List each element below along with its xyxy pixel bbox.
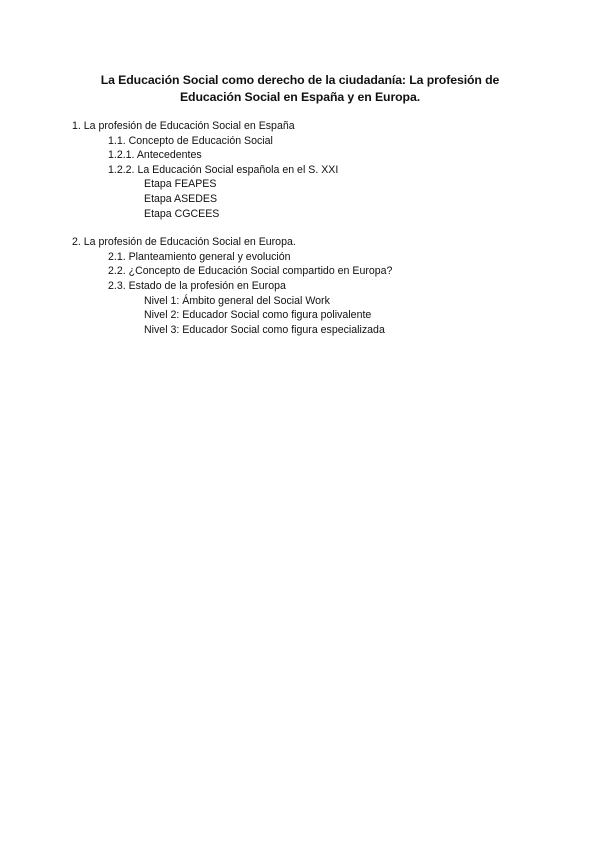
document-title-line-1: La Educación Social como derecho de la ciudadanía: La profesión de [100,73,500,87]
toc-subitem: Etapa FEAPES [144,178,217,191]
toc-section-heading: 1. La profesión de Educación Social en España [72,120,295,132]
toc-section-heading: 2. La profesión de Educación Social en Europa. [72,236,296,249]
toc-subitem: Nivel 1: Ámbito general del Social Work [144,294,330,307]
toc-item: 1.1. Concepto de Educación Social [108,134,273,147]
toc-item: 2.1. Planteamiento general y evolución [108,250,291,263]
table-of-contents [0,119,600,337]
document-title-line-2: Educación Social en España y en Europa. [179,90,421,104]
toc-subitem: Etapa ASEDES [144,192,218,205]
toc-subitem: Nivel 3: Educador Social como figura especializada [144,323,385,336]
toc-item: 2.3. Estado de la profesión en Europa [108,279,286,292]
toc-item: 2.2. ¿Concepto de Educación Social compartido en Europa? [108,265,393,278]
toc-section-1 [0,119,600,221]
document-title [40,72,560,106]
toc-item: 1.2.2. La Educación Social española en el S. XXI [108,163,339,176]
toc-subitem: Nivel 2: Educador Social como figura polivalente [144,309,372,322]
toc-item: 1.2.1. Antecedentes [108,149,202,162]
toc-section-2 [0,235,600,337]
toc-subitem: Etapa CGCEES [144,207,220,220]
